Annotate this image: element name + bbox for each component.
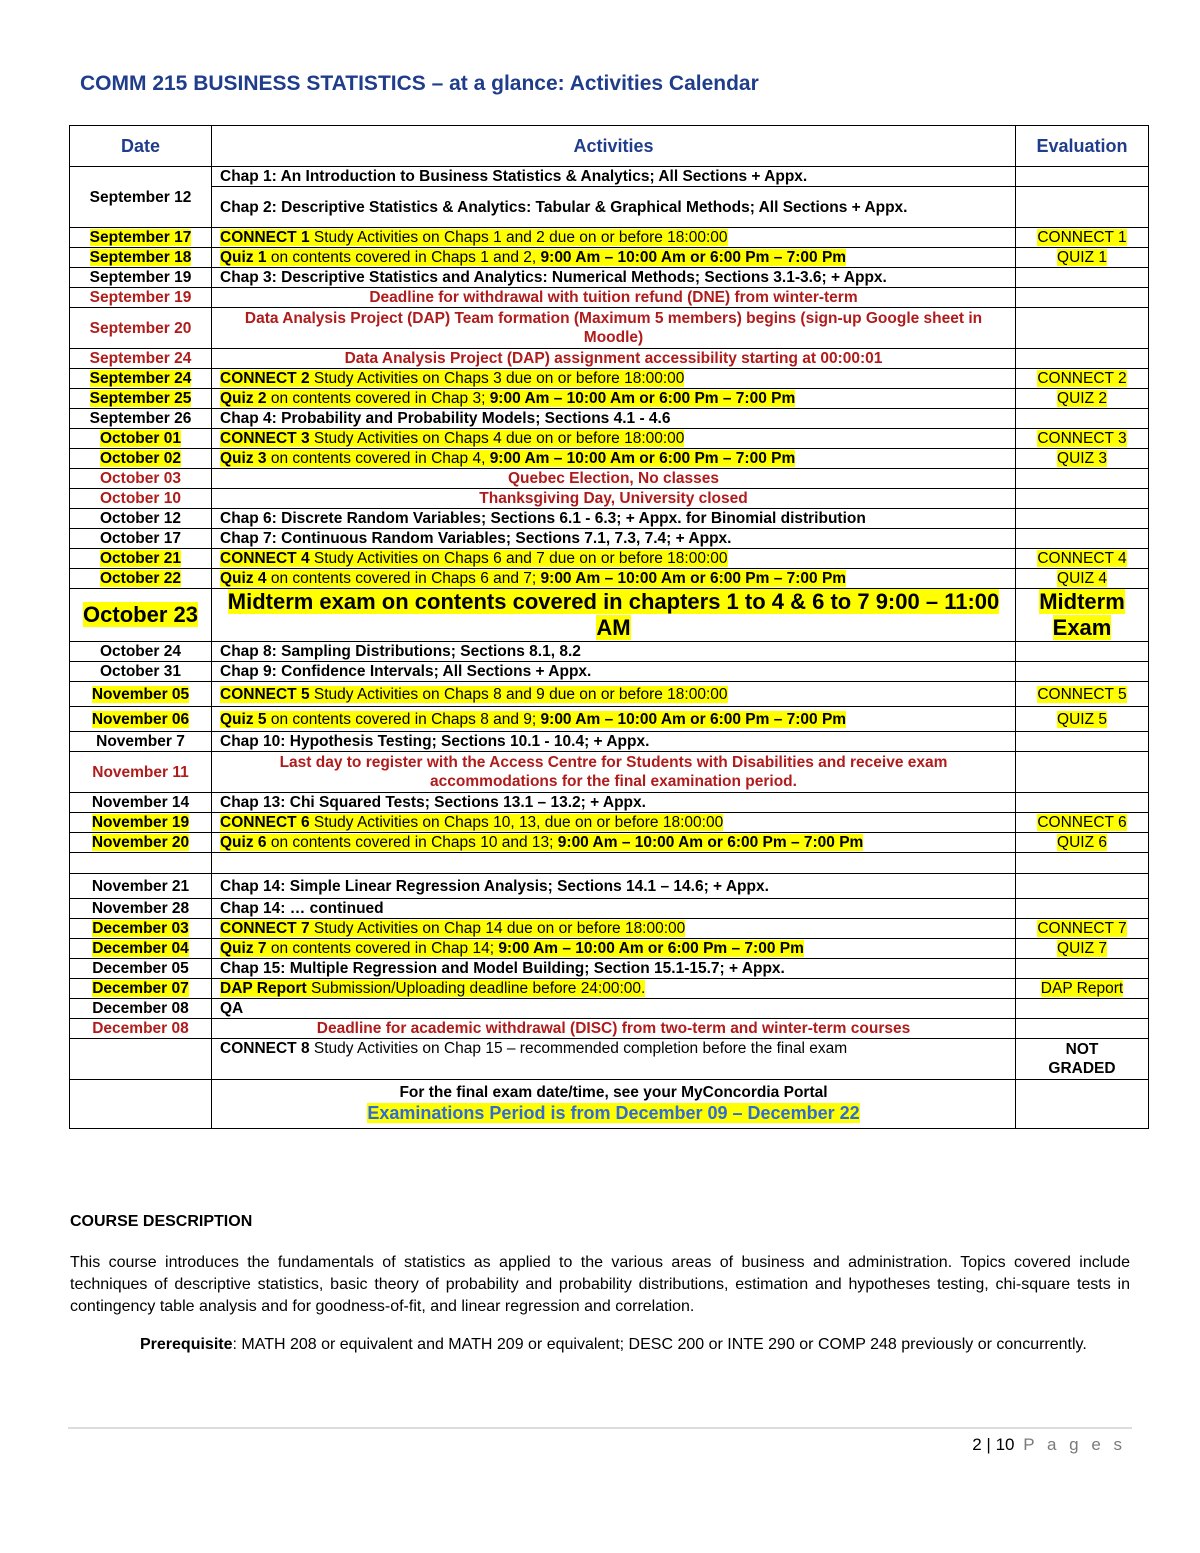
- table-row: [70, 939, 1149, 959]
- table-row: [70, 569, 1149, 589]
- row-date: September 18: [89, 249, 192, 266]
- table-row: [70, 167, 1149, 187]
- row-date: December 07: [92, 980, 189, 997]
- row-evaluation: CONNECT 2: [1037, 370, 1127, 387]
- row-date: [70, 1080, 212, 1129]
- row-evaluation: [1016, 167, 1149, 187]
- prerequisite-paragraph: [140, 1334, 1130, 1356]
- footer-divider: [68, 1427, 1132, 1429]
- quiz-time: 9:00 Am – 10:00 Am or 6:00 Pm – 7:00 Pm: [557, 834, 864, 851]
- row-date: October 03: [70, 469, 212, 489]
- row-date: October 12: [70, 509, 212, 529]
- row-date: September 26: [70, 409, 212, 429]
- row-evaluation: CONNECT 4: [1037, 550, 1127, 567]
- row-date: September 19: [70, 268, 212, 288]
- quiz-label: Quiz 7: [220, 940, 267, 957]
- quiz-time: 9:00 Am – 10:00 Am or 6:00 Pm – 7:00 Pm: [489, 450, 796, 467]
- table-row: [70, 959, 1149, 979]
- quiz-time: 9:00 Am – 10:00 Am or 6:00 Pm – 7:00 Pm: [540, 710, 847, 728]
- row-activity: Chap 13: Chi Squared Tests; Sections 13.1 – 13.2; + Appx.: [212, 793, 1016, 813]
- table-row: [70, 509, 1149, 529]
- table-row: [70, 549, 1149, 569]
- prerequisite-text: : MATH 208 or equivalent and MATH 209 or equivalent; DESC 200 or INTE 290 or COMP 248 previously or concurrently.: [232, 1336, 1087, 1353]
- table-row: [70, 489, 1149, 509]
- row-evaluation: [1016, 874, 1149, 899]
- table-row: [70, 349, 1149, 369]
- row-date: November 7: [70, 732, 212, 752]
- row-evaluation: [1016, 509, 1149, 529]
- connect-label: CONNECT 7: [220, 920, 310, 937]
- row-date: December 08: [70, 1019, 212, 1039]
- row-evaluation: QUIZ 6: [1057, 834, 1107, 851]
- row-date: September 20: [70, 308, 212, 349]
- row-evaluation: QUIZ 7: [1057, 940, 1107, 957]
- row-evaluation: [1016, 793, 1149, 813]
- row-evaluation: [1016, 288, 1149, 308]
- row-date: November 20: [91, 834, 190, 851]
- table-row: [70, 389, 1149, 409]
- table-row-empty: [70, 853, 1149, 874]
- row-activity: Midterm exam on contents covered in chapters 1 to 4 & 6 to 7 9:00 – 11:00 AM: [227, 589, 1000, 640]
- row-date: October 01: [100, 430, 181, 447]
- row-activity: Quebec Election, No classes: [212, 469, 1016, 489]
- row-evaluation: CONNECT 6: [1037, 814, 1127, 831]
- table-row: [70, 919, 1149, 939]
- row-activity: on contents covered in Chap 4,: [266, 450, 490, 467]
- row-evaluation: Midterm Exam: [1039, 589, 1125, 640]
- table-row: [70, 732, 1149, 752]
- connect-label: CONNECT 6: [220, 814, 310, 831]
- table-row: [70, 793, 1149, 813]
- row-evaluation: QUIZ 5: [1057, 710, 1107, 728]
- row-activity: Study Activities on Chaps 3 due on or before 18:00:00: [309, 370, 685, 387]
- quiz-label: Quiz 5: [220, 710, 267, 728]
- row-date: November 11: [70, 752, 212, 793]
- row-evaluation: CONNECT 1: [1037, 229, 1127, 246]
- row-activity: Submission/Uploading deadline before 24:00:00.: [306, 980, 646, 997]
- row-activity: Chap 4: Probability and Probability Models; Sections 4.1 - 4.6: [212, 409, 1016, 429]
- prerequisite-label: Prerequisite: [140, 1336, 233, 1353]
- row-evaluation: [1016, 469, 1149, 489]
- row-date: October 24: [70, 642, 212, 662]
- row-evaluation: [1016, 489, 1149, 509]
- row-evaluation: CONNECT 7: [1037, 920, 1127, 937]
- row-activity: on contents covered in Chaps 6 and 7;: [266, 570, 541, 587]
- row-activity: QA: [212, 999, 1016, 1019]
- page-current: 2: [972, 1435, 982, 1454]
- table-row: [70, 268, 1149, 288]
- page-number: [972, 1435, 1126, 1455]
- row-evaluation: CONNECT 3: [1037, 430, 1127, 447]
- row-evaluation: [1016, 732, 1149, 752]
- row-date: October 31: [70, 662, 212, 682]
- row-evaluation: [1016, 752, 1149, 793]
- page-title: COMM 215 BUSINESS STATISTICS – at a glance: Activities Calendar: [80, 72, 759, 95]
- row-evaluation: [1016, 662, 1149, 682]
- row-date: October 22: [100, 570, 181, 587]
- row-evaluation: QUIZ 4: [1057, 570, 1107, 587]
- row-evaluation: [1016, 308, 1149, 349]
- header-evaluation: Evaluation: [1016, 126, 1149, 167]
- row-date: October 10: [70, 489, 212, 509]
- row-evaluation: [1016, 959, 1149, 979]
- row-activity: Chap 9: Confidence Intervals; All Sections + Appx.: [212, 662, 1016, 682]
- header-date: Date: [70, 126, 212, 167]
- row-activity: Last day to register with the Access Centre for Students with Disabilities and receive exam accommodations for the final examination period.: [212, 752, 1016, 793]
- table-row: [70, 469, 1149, 489]
- row-evaluation: CONNECT 5: [1037, 685, 1127, 703]
- row-activity: Chap 14: Simple Linear Regression Analysis; Sections 14.1 – 14.6; + Appx.: [212, 874, 1016, 899]
- row-activity: on contents covered in Chaps 10 and 13;: [266, 834, 558, 851]
- row-date: November 28: [70, 899, 212, 919]
- row-activity: on contents covered in Chap 3;: [266, 390, 490, 407]
- table-row: [70, 813, 1149, 833]
- connect-label: CONNECT 8: [220, 1040, 310, 1057]
- pages-word: P a g e s: [1014, 1435, 1126, 1454]
- table-header-row: [70, 126, 1149, 167]
- row-activity: Thanksgiving Day, University closed: [212, 489, 1016, 509]
- row-date: November 06: [91, 710, 190, 728]
- header-activities: Activities: [212, 126, 1016, 167]
- table-row: [70, 187, 1149, 228]
- quiz-time: 9:00 Am – 10:00 Am or 6:00 Pm – 7:00 Pm: [540, 570, 847, 587]
- row-activity: Study Activities on Chap 14 due on or before 18:00:00: [309, 920, 686, 937]
- row-activity: Data Analysis Project (DAP) Team formation (Maximum 5 members) begins (sign-up Google sheet in Moodle): [212, 308, 1016, 349]
- table-row: [70, 707, 1149, 732]
- row-evaluation: [1016, 1080, 1149, 1129]
- row-activity: Chap 6: Discrete Random Variables; Sections 6.1 - 6.3; + Appx. for Binomial distribution: [212, 509, 1016, 529]
- page-total: 10: [995, 1435, 1015, 1454]
- table-row: [70, 369, 1149, 389]
- exam-period: Examinations Period is from December 09 – December 22: [367, 1103, 860, 1123]
- final-exam-note: For the final exam date/time, see your MyConcordia Portal: [399, 1084, 828, 1101]
- connect-label: CONNECT 1: [220, 229, 310, 246]
- table-row: [70, 874, 1149, 899]
- row-evaluation: [1016, 1019, 1149, 1039]
- row-evaluation: [1016, 642, 1149, 662]
- quiz-label: Quiz 4: [220, 570, 267, 587]
- table-row-midterm: [70, 589, 1149, 642]
- row-activity: Study Activities on Chaps 8 and 9 due on or before 18:00:00: [309, 685, 728, 703]
- table-row: [70, 899, 1149, 919]
- table-row: [70, 1039, 1149, 1080]
- row-activity: Study Activities on Chap 15 – recommended completion before the final exam: [309, 1040, 848, 1057]
- row-date: September 24: [70, 349, 212, 369]
- row-evaluation: [1016, 187, 1149, 228]
- row-date: October 21: [100, 550, 181, 567]
- row-date: November 14: [70, 793, 212, 813]
- row-evaluation: NOT GRADED: [1016, 1039, 1149, 1080]
- row-activity: Chap 15: Multiple Regression and Model Building; Section 15.1-15.7; + Appx.: [212, 959, 1016, 979]
- quiz-time: 9:00 Am – 10:00 Am or 6:00 Pm – 7:00 Pm: [489, 390, 796, 407]
- row-activity: Chap 10: Hypothesis Testing; Sections 10.1 - 10.4; + Appx.: [212, 732, 1016, 752]
- row-evaluation: [1016, 529, 1149, 549]
- row-date: September 24: [89, 370, 192, 387]
- row-date: December 03: [92, 920, 189, 937]
- row-activity: on contents covered in Chap 14;: [266, 940, 499, 957]
- row-date: December 08: [70, 999, 212, 1019]
- connect-label: CONNECT 5: [220, 685, 310, 703]
- table-row: [70, 682, 1149, 707]
- quiz-time: 9:00 Am – 10:00 Am or 6:00 Pm – 7:00 Pm: [498, 940, 804, 957]
- row-date: November 21: [70, 874, 212, 899]
- row-evaluation: [1016, 349, 1149, 369]
- row-activity: on contents covered in Chaps 1 and 2,: [266, 249, 541, 266]
- row-date: December 05: [70, 959, 212, 979]
- row-date: September 19: [70, 288, 212, 308]
- quiz-label: Quiz 6: [220, 834, 267, 851]
- course-description-text: This course introduces the fundamentals of statistics as applied to the various areas of business and administration. Topics covered include techniques of descriptive statistics, basic theory of probability and probability distributions, estimation and hypotheses testing, chi-square tests in contingency table analysis and for goodness-of-fit, and linear regression and correlation.: [70, 1254, 1130, 1315]
- row-evaluation: [1016, 999, 1149, 1019]
- row-activity: Study Activities on Chaps 4 due on or before 18:00:00: [309, 430, 685, 447]
- table-row: [70, 1080, 1149, 1129]
- table-row: [70, 833, 1149, 853]
- row-evaluation: [1016, 409, 1149, 429]
- row-date: [70, 1039, 212, 1080]
- row-activity: Study Activities on Chaps 6 and 7 due on or before 18:00:00: [309, 550, 728, 567]
- row-activity: Data Analysis Project (DAP) assignment accessibility starting at 00:00:01: [212, 349, 1016, 369]
- table-row: [70, 288, 1149, 308]
- connect-label: CONNECT 2: [220, 370, 310, 387]
- row-activity: Deadline for academic withdrawal (DISC) from two-term and winter-term courses: [212, 1019, 1016, 1039]
- row-date: September 17: [89, 229, 192, 246]
- row-evaluation: QUIZ 1: [1057, 249, 1107, 266]
- row-date: October 17: [70, 529, 212, 549]
- connect-label: CONNECT 3: [220, 430, 310, 447]
- table-row: [70, 308, 1149, 349]
- quiz-label: Quiz 1: [220, 249, 267, 266]
- row-activity: Chap 3: Descriptive Statistics and Analytics: Numerical Methods; Sections 3.1-3.6; + Appx.: [212, 268, 1016, 288]
- row-activity: Deadline for withdrawal with tuition refund (DNE) from winter-term: [212, 288, 1016, 308]
- table-row: [70, 1019, 1149, 1039]
- course-description-heading: COURSE DESCRIPTION: [70, 1213, 253, 1230]
- row-evaluation: QUIZ 3: [1057, 450, 1107, 467]
- table-row: [70, 429, 1149, 449]
- dap-label: DAP Report: [220, 980, 307, 997]
- row-activity: Chap 14: … continued: [212, 899, 1016, 919]
- row-activity: Chap 7: Continuous Random Variables; Sections 7.1, 7.3, 7.4; + Appx.: [212, 529, 1016, 549]
- row-date: September 12: [70, 167, 212, 228]
- page-separator: |: [981, 1435, 996, 1454]
- row-activity: Chap 1: An Introduction to Business Statistics & Analytics; All Sections + Appx.: [212, 167, 1016, 187]
- quiz-label: Quiz 2: [220, 390, 267, 407]
- row-evaluation: [1016, 268, 1149, 288]
- row-activity: Chap 2: Descriptive Statistics & Analytics: Tabular & Graphical Methods; All Sections + Appx.: [212, 187, 1016, 228]
- row-date: December 04: [92, 940, 189, 957]
- table-row: [70, 662, 1149, 682]
- row-evaluation: [1016, 899, 1149, 919]
- row-date: November 05: [91, 685, 190, 703]
- activities-calendar-table: [69, 125, 1149, 1129]
- table-row: [70, 248, 1149, 268]
- table-row: [70, 409, 1149, 429]
- row-evaluation: DAP Report: [1040, 980, 1124, 997]
- row-date: October 23: [83, 602, 198, 627]
- table-row: [70, 529, 1149, 549]
- row-date: October 02: [100, 450, 181, 467]
- table-row: [70, 752, 1149, 793]
- row-activity: Study Activities on Chaps 1 and 2 due on or before 18:00:00: [309, 229, 728, 246]
- row-evaluation: QUIZ 2: [1057, 390, 1107, 407]
- table-row: [70, 979, 1149, 999]
- row-date: November 19: [91, 814, 190, 831]
- row-date: September 25: [89, 390, 192, 407]
- row-activity: Study Activities on Chaps 10, 13, due on or before 18:00:00: [309, 814, 724, 831]
- table-row: [70, 642, 1149, 662]
- quiz-time: 9:00 Am – 10:00 Am or 6:00 Pm – 7:00 Pm: [540, 249, 847, 266]
- table-row: [70, 449, 1149, 469]
- connect-label: CONNECT 4: [220, 550, 310, 567]
- quiz-label: Quiz 3: [220, 450, 267, 467]
- table-row: [70, 228, 1149, 248]
- row-activity: Chap 8: Sampling Distributions; Sections 8.1, 8.2: [212, 642, 1016, 662]
- row-activity: on contents covered in Chaps 8 and 9;: [266, 710, 541, 728]
- table-row: [70, 999, 1149, 1019]
